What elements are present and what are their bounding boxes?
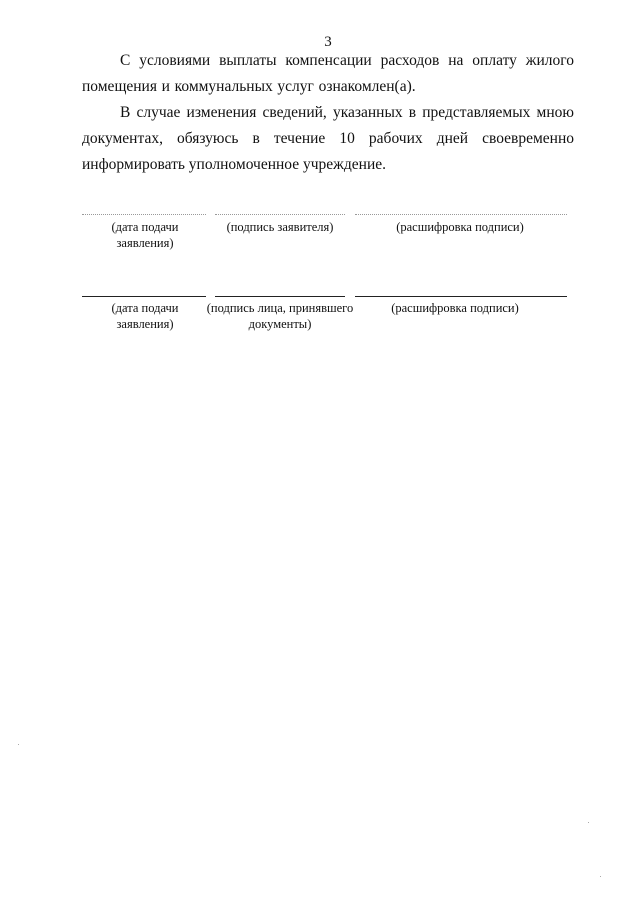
acknowledgement-paragraph: С условиями выплаты компенсации расходов на оплату жилого помещения и коммунальных услуг ознакомлен(а). xyxy=(82,52,574,95)
applicant-signature-line xyxy=(215,214,345,215)
receiver-decoding-line xyxy=(355,296,567,297)
receiver-signature-label: (подпись лица, принявшего документы) xyxy=(206,301,354,331)
applicant-date-label: (дата подачи заявления) xyxy=(111,220,179,250)
receiver-date-line xyxy=(82,296,206,297)
scan-speck xyxy=(588,822,589,823)
page-number: 3 xyxy=(324,34,332,50)
receiver-date-label: (дата подачи заявления) xyxy=(111,301,179,331)
scan-speck xyxy=(600,876,601,877)
applicant-decoding-line xyxy=(355,214,567,215)
applicant-decoding-label: (расшифровка подписи) xyxy=(396,220,524,234)
receiver-decoding-label: (расшифровка подписи) xyxy=(391,301,519,315)
obligation-paragraph: В случае изменения сведений, указанных в представляемых мною документах, обязуюсь в течение 10 рабочих дней своевременно информировать уполномоченное учреждение. xyxy=(82,104,574,173)
applicant-signature-label: (подпись заявителя) xyxy=(226,220,334,234)
applicant-date-line xyxy=(82,214,206,215)
scan-speck xyxy=(18,744,19,745)
receiver-signature-line xyxy=(215,296,345,297)
